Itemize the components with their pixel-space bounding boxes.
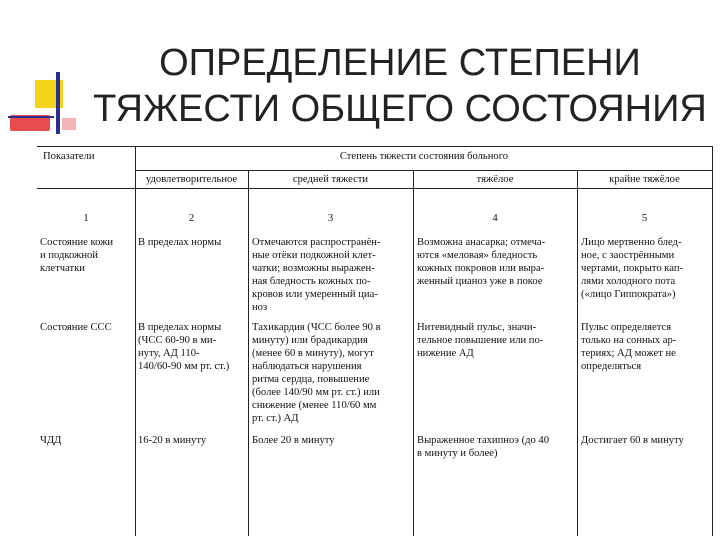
title-line-2: ТЯЖЕСТИ ОБЩЕГО СОСТОЯНИЯ: [93, 88, 707, 130]
row-cvs-severe: Нитевидный пульс, значи- тельное повышение или по- нижение АД: [417, 322, 544, 359]
header-indicator: Показатели: [43, 151, 95, 162]
row-rr-severe: Выраженное тахипноэ (до 40 в минуту и более): [417, 435, 550, 459]
table-col-divider-1: [135, 146, 136, 536]
decor-pink-square: [62, 118, 76, 130]
col-number-2: 2: [188, 213, 195, 224]
col-number-1: 1: [83, 213, 89, 224]
table-rule-header-bottom: [37, 188, 713, 189]
row-cvs-extreme: Пульс определяется только на сонных ар- териях; АД может не определяться: [581, 322, 677, 372]
col-number-5: 5: [641, 213, 648, 224]
header-col-severe: тяжёлое: [476, 174, 514, 185]
row-skin-moderate: Отмечаются распространён- ные отёки подкожной клет- чатки; возможны выражен- ная бледность кожных по- кровов или умеренный циа- ноз: [252, 237, 381, 313]
row-rr-satisfactory: 16-20 в минуту: [138, 435, 207, 446]
slide-title: [90, 40, 710, 132]
table-rule-top: [37, 146, 713, 147]
header-col-moderate: средней тяжести: [292, 174, 369, 185]
header-severity-group: Степень тяжести состояния больного: [339, 151, 509, 162]
row-rr-extreme: Достигает 60 в минуту: [581, 435, 684, 446]
header-col-extreme: крайне тяжёлое: [609, 174, 680, 185]
row-cvs-name: Состояние ССС: [40, 322, 112, 333]
row-skin-name: Состояние кожи и подкожной клетчатки: [40, 237, 114, 274]
table-rule-subheader: [135, 170, 713, 171]
row-cvs-satisfactory: В пределах нормы (ЧСС 60-90 в ми- нуту, АД 110- 140/60-90 мм рт. ст.): [138, 322, 230, 372]
decor-horizontal-line: [8, 116, 54, 118]
decor-vertical-line: [56, 72, 60, 134]
row-skin-extreme: Лицо мертвенно блед- ное, с заострёнными чертами, покрыто кап- лями холодного пота («лицо Гиппократа»): [581, 237, 684, 300]
col-number-4: 4: [492, 213, 498, 224]
severity-table: [37, 146, 713, 536]
col-number-3: 3: [327, 213, 334, 224]
row-skin-satisfactory: В пределах нормы: [138, 237, 222, 248]
header-col-satisfactory: удовлетворительное: [145, 174, 238, 185]
row-cvs-moderate: Тахикардия (ЧСС более 90 в минуту) или брадикардия (менее 60 в минуту), могут наблюдаться нарушения ритма сердца, повышение (более 140/90 мм рт. ст.) или снижение (менее 110/60 мм рт. ст.) АД: [252, 322, 381, 424]
row-rr-name: ЧДД: [40, 435, 62, 446]
row-skin-severe: Возможна анасарка; отмеча- ются «меловая» бледность кожных покровов или выра- женный цианоз уже в покое: [417, 237, 546, 287]
title-line-1: ОПРЕДЕЛЕНИЕ СТЕПЕНИ: [159, 42, 641, 84]
row-rr-moderate: Более 20 в минуту: [252, 435, 335, 446]
